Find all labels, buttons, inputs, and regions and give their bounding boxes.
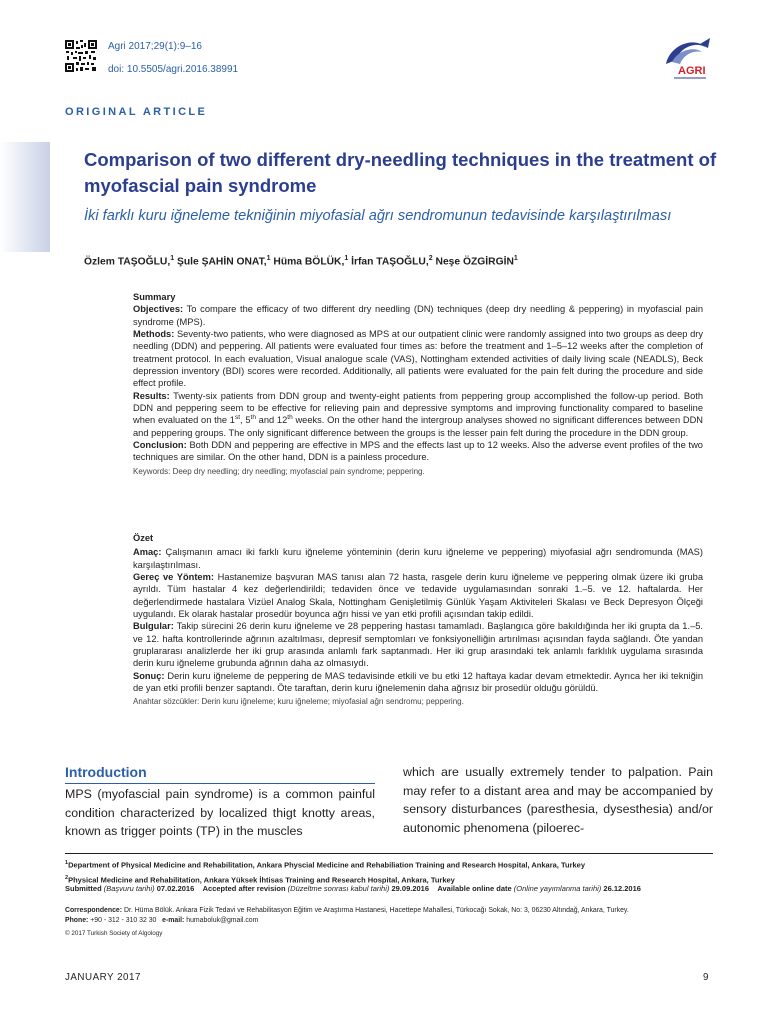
gerec-text: Hastanemize başvuran MAS tanısı alan 72 hasta, rasgele derin kuru iğneleme ve peppering olmak üzere iki gruba ayrıldı. Tüm hastalar 4 kez değerlendirildi; tedaviden önce ve tedavide uygulamasından sonraki 1.–5. ve 12. haftalarda. Her değerlendirmede hastalara Vizüel Analog Skala, Nottingham Genişletilmiş Günlük Yaşam Aktiviteleri Skalası ve Beck Depresyon Ölçeği uygulandı. Ek olarak hastalar prosedür boyunca ağrı hissi ve yan etki profili açısından takip edildi.: [133, 572, 703, 620]
online-label: Available online date: [437, 884, 512, 893]
bulgular-text: Takip sürecini 26 derin kuru iğneleme ve 28 peppering hastası tamamladı. Başlangıca göre bakıldığında her iki grupta da 1.–5. ve 12. hafta kontrollerinde ağrının azaltılması, depresif semptomları ve fonksiyonelliğin artırılması açısından fayda sağlandı. Öte yandan gruplararası analizlerde her iki grup arasında anlamlı fark saptanmadı. Her iki grup arasındaki tek anlamlı farklılık uygulama sırasında derin kuru iğneleme grubunda ağrının daha az olmasıydı.: [133, 621, 703, 669]
conclusion-label: Conclusion:: [133, 440, 187, 451]
author-affil-sup: 1: [170, 255, 175, 262]
section-label: ORIGINAL ARTICLE: [65, 106, 208, 118]
article-dates: [65, 884, 713, 893]
ozet-keywords: Anahtar sözcükler: Derin kuru iğneleme; kuru iğneleme; miyofasial ağrı sendromu; peppering.: [133, 697, 464, 707]
correspondence-address: [65, 906, 713, 916]
summary-objectives: [133, 303, 703, 328]
qr-code: [65, 40, 97, 72]
gerec-label: Gereç ve Yöntem:: [133, 572, 214, 583]
ozet-sonuc: [133, 670, 703, 695]
results-sup: th: [287, 414, 293, 422]
author-name: İrfan TAŞOĞLU,: [351, 256, 429, 268]
intro-column-right: [403, 763, 713, 837]
article-title-turkish: İki farklı kuru iğneleme tekniğinin miyofasial ağrı sendromunun tedavisinde karşılaştırılması: [84, 208, 672, 224]
author-name: Şule ŞAHİN ONAT,: [176, 256, 267, 268]
results-sup: th: [250, 414, 256, 422]
amac-label: Amaç:: [133, 547, 162, 558]
footer-date: JANUARY 2017: [65, 972, 141, 983]
doi-link[interactable]: doi: 10.5505/agri.2016.38991: [108, 64, 239, 75]
author-name: Neşe ÖZGİRGİN: [435, 256, 514, 268]
accepted-date: 29.09.2016: [391, 884, 430, 893]
summary-keywords: Keywords: Deep dry needling; dry needling; myofascial pain syndrome; peppering.: [133, 466, 425, 476]
accepted-label-tr: (Düzeltme sonrası kabul tarihi): [287, 884, 390, 893]
ozet-bulgular: [133, 620, 703, 669]
sonuc-text: Derin kuru iğneleme de peppering de MAS tedavisinde etkili ve bu etki 12 haftaya kadar devam etmektedir. Ayrıca her iki tekniğin de yan etki profili benzer saptandı. Öte taraftan, derin kuru iğnelemenin daha ağrısız bir prosedür olduğu görüldü.: [133, 670, 703, 694]
introduction-underline: [65, 783, 375, 784]
author-name: Özlem TAŞOĞLU,: [84, 256, 171, 268]
phone-number: +90 - 312 - 310 32 30: [90, 916, 157, 924]
ozet-block: [133, 532, 703, 709]
objectives-text: To compare the efficacy of two different dry needling (DN) techniques (deep dry needling & peppering) in myofascial pain syndrome (MPS).: [133, 304, 703, 327]
online-date: 26.12.2016: [603, 884, 641, 893]
affiliation-text: Physical Medicine and Rehabilitation, Ankara Yüksek İhtisas Training and Research Hospital, Ankara, Turkey: [68, 875, 455, 884]
summary-block: [133, 291, 703, 478]
author-list: [84, 255, 724, 267]
conclusion-text: Both DDN and peppering are effective in MPS and the effects last up to 12 weeks. Also the adverse event profiles of the two techniques are similar. On the other hand, DDN is a painless procedure.: [133, 440, 703, 463]
ozet-heading: Özet: [133, 533, 154, 543]
author-affil-sup: 1: [344, 255, 349, 262]
affiliation-text: Department of Physical Medicine and Rehabilitation, Ankara Physcial Medicine and Rehabiliation Training and Research Hospital, Ankara, Turkey: [68, 860, 586, 870]
email-label: e-mail:: [162, 916, 185, 924]
submitted-date: 07.02.2016: [156, 884, 195, 893]
bulgular-label: Bulgular:: [133, 621, 174, 632]
methods-label: Methods:: [133, 329, 175, 340]
results-label: Results:: [133, 390, 170, 401]
journal-logo: [656, 34, 714, 86]
summary-heading: Summary: [133, 292, 176, 302]
results-text: weeks. On the other hand the intergroup analyses showed no significant differences between DDN and peppering groups. The only significant difference between the groups is the lesser pain felt during the procedure in the DDN group.: [133, 415, 704, 438]
intro-column-left: [65, 785, 375, 841]
side-accent-bar: [0, 142, 50, 252]
author-affil-sup: 2: [428, 255, 433, 262]
amac-text: Çalışmanın amacı iki farklı kuru iğneleme yönteminin (derin kuru iğneleme ve peppering) miyofasial ağrı sendromunda (MAS) karşılaştırılması.: [133, 547, 703, 570]
results-text: and 12: [255, 415, 288, 426]
ozet-gerec: [133, 571, 703, 620]
sonuc-label: Sonuç:: [133, 670, 165, 681]
summary-methods: [133, 328, 703, 390]
affiliation-sup: 2: [65, 874, 69, 881]
accepted-label: Accepted after revision: [202, 884, 286, 893]
email-link[interactable]: humaboluk@gmail.com: [186, 916, 259, 924]
author-affil-sup: 1: [266, 255, 271, 262]
submitted-label: Submitted: [65, 884, 102, 893]
correspondence-text: Dr. Hüma Bölük. Ankara Fizik Tedavi ve Rehabilitasyon Eğitim ve Araştırma Hastanesi, Hacettepe Mahallesi, Türkocağı Sokak, No: 3, 06230 Altındağ, Ankara, Turkey.: [123, 907, 629, 914]
methods-text: Seventy-two patients, who were diagnosed as MPS at our outpatient clinic were randomly assigned into two groups as deep dry needling (DDN) and peppering. All patients were evaluated four times as: before the treatment and 1–5–12 weeks after the completion of treatment protocol. In each evaluation, Visual analogue scale (VAS), Nottingham extended activities of daily living scale (NEADLS), Beck depression inventory (BDI) scores were recorded. Additionally, all patients were evaluated for the pain felt during the procedure and side effect profile.: [133, 329, 703, 389]
correspondence: [65, 906, 713, 925]
author-name: Hüma BÖLÜK,: [273, 256, 345, 268]
results-sup: st: [234, 414, 241, 422]
author-affil-sup: 1: [513, 255, 518, 262]
article-title: Comparison of two different dry-needling techniques in the treatment of myofascial pain syndrome: [84, 149, 717, 196]
logo-text: AGRI: [678, 65, 706, 77]
submitted-label-tr: (Başvuru tarihi): [103, 884, 155, 893]
affiliations: [65, 857, 713, 886]
copyright: © 2017 Turkish Society of Algology: [65, 930, 163, 937]
affiliation-item: [65, 857, 713, 872]
summary-results: [133, 390, 703, 439]
results-text: , 5: [240, 415, 251, 426]
footnote-divider: [65, 853, 713, 854]
affiliation-sup: 1: [65, 860, 69, 866]
intro-paragraph-right: which are usually extremely tender to palpation. Pain may refer to a distant area and may be accompanied by sensory disturbances (paresthesia, dysesthesia) and/or autonomic phenomena (piloerec-: [403, 765, 713, 835]
online-label-tr: (Online yayımlanma tarihi): [513, 884, 602, 893]
page-number: 9: [703, 972, 709, 983]
ozet-amac: [133, 546, 703, 571]
correspondence-label: Correspondence:: [65, 907, 123, 914]
intro-paragraph-left: MPS (myofascial pain syndrome) is a common painful condition characterized by localized thigt knotty areas, known as trigger points (TP) in the muscles: [65, 787, 375, 838]
summary-conclusion: [133, 439, 703, 464]
introduction-heading: Introduction: [65, 764, 147, 780]
journal-citation: Agri 2017;29(1):9–16: [108, 41, 202, 52]
objectives-label: Objectives:: [133, 304, 184, 315]
results-text: Twenty-six patients from DDN group and twenty-eight patients from peppering group accomplished the follow-up period. Both DDN and peppering seem to be effective for relieving pain and depressive symptoms and improving functionality compared to baseline when evaluated on the 1: [133, 390, 703, 426]
phone-label: Phone:: [65, 916, 89, 924]
correspondence-contact: [65, 916, 713, 926]
